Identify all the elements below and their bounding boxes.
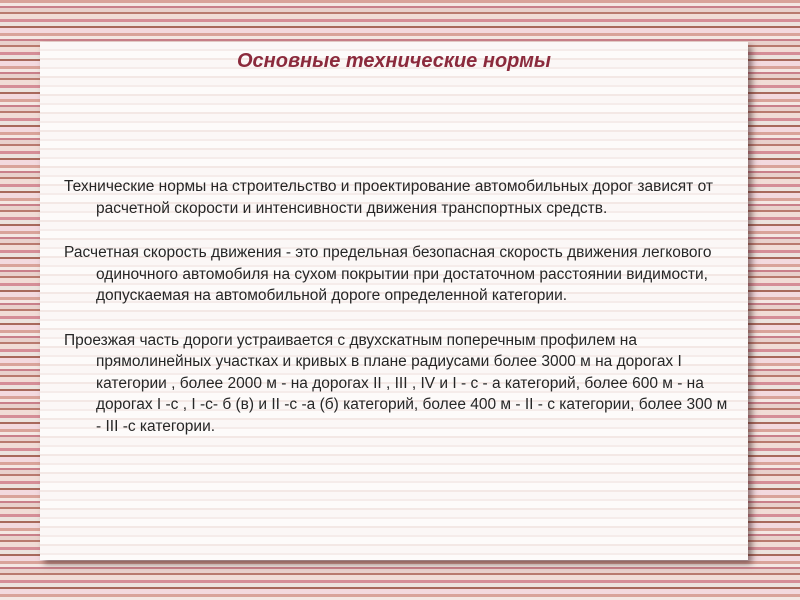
paragraph-design-speed: Расчетная скорость движения - это предельная безопасная скорость движения легкового одиночного автомобиля на сухом покрытии при достаточном расстоянии видимости, допускаемая на автомобильной дороге определенной категории. — [64, 244, 712, 304]
slide-title: Основные технические нормы — [236, 50, 551, 72]
paragraph-technical-norms: Технические нормы на строительство и проектирование автомобильных дорог зависят от расчетной скорости и интенсивности движения транспортных средств. — [64, 178, 713, 217]
slide-panel — [40, 42, 748, 560]
paragraph-carriageway: Проезжая часть дороги устраивается с двухскатным поперечным профилем на прямолинейных участках и кривых в плане радиусами более 3000 м на дорогах I категории , более 2000 м - на дорогах II , III , IV и I - с - а категорий, более 600 м - на дорогах I -с , I -с- б (в) и II -с -а (б) категорий, более 400 м - II - с категории, более 300 м - III -с категории. — [64, 331, 728, 435]
slide-body — [64, 176, 736, 460]
